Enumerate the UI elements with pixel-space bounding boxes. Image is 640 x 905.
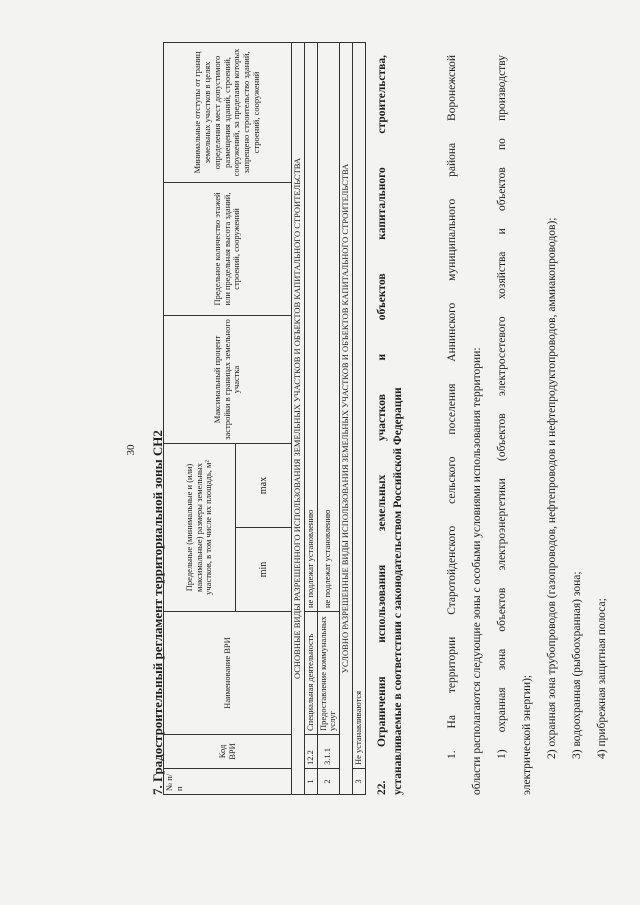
row-num: 3 (352, 769, 365, 795)
col-header-setbacks: Минимальные отступы от границ земельных участков в целях определения мест допустимого размещения зданий, строений, сооружений, за пределами которых запрещено строительство зданий, строений, сооружений (164, 42, 292, 182)
table-row (317, 42, 340, 794)
row-code: 3.1.1 (317, 735, 340, 769)
table-row (352, 42, 365, 794)
col-header-max: max (236, 443, 292, 527)
list-item-4: 4) прибрежная защитная полоса; (596, 598, 608, 759)
heading-word: земельных (376, 474, 388, 532)
row-code: 12.2 (304, 735, 317, 769)
heading-word: строительства, (376, 55, 388, 134)
paragraph-1-line-2: области располагаются следующие зоны с особыми условиями использования территории: (471, 347, 483, 795)
list-item-3: 3) водоохранная (рыбоохранная) зона; (571, 571, 583, 759)
paragraph-1-line-1: 1. На территории Старотойденского сельского поселения Аннинского муниципального района Воронежской (446, 55, 458, 759)
row-num: 1 (304, 769, 317, 795)
heading-word: использования (376, 564, 388, 643)
col-header-name: Наименование ВРИ (164, 612, 292, 735)
table-row (304, 42, 317, 794)
col-header-percent: Максимальный процент застройки в границах земельного участка (164, 315, 292, 443)
row-value: не подлежат установлению (317, 42, 340, 611)
row-text: Не устанавливаются (352, 42, 365, 768)
col-header-min: min (236, 528, 292, 612)
body-text (440, 55, 615, 795)
col-header-num: № п/п (164, 769, 292, 795)
section-22-heading (375, 55, 406, 795)
section-main-header: ОСНОВНЫЕ ВИДЫ РАЗРЕШЕННОГО ИСПОЛЬЗОВАНИЯ ЗЕМЕЛЬНЫХ УЧАСТКОВ И ОБЪЕКТОВ КАПИТАЛЬНОГО СТРОИТЕЛЬСТВА (292, 42, 305, 794)
row-num: 2 (317, 769, 340, 795)
section-22-title-line2: устанавливаемые в соответствии с законодательством Российской Федерации (391, 387, 404, 795)
regulation-table (163, 42, 366, 795)
list-item-2: 2) охранная зона трубопроводов (газопроводов, нефтепроводов и нефтепродуктопроводов, аммиакопроводов); (546, 217, 558, 759)
col-header-code: Код ВРИ (164, 735, 292, 769)
heading-word: объектов (376, 273, 388, 321)
heading-word: капитального (376, 167, 388, 240)
col-header-sizes: Предельные (минимальные и (или) максимальные) размеры земельных участков, в том числе их площадь, м² (164, 443, 236, 611)
section-conditional-header: УСЛОВНО РАЗРЕШЕННЫЕ ВИДЫ ИСПОЛЬЗОВАНИЯ ЗЕМЕЛЬНЫХ УЧАСТКОВ И ОБЪЕКТОВ КАПИТАЛЬНОГО СТРОИТЕЛЬСТВА (340, 42, 353, 794)
heading-word: и (376, 353, 388, 361)
list-item-1-line-1: 1) охранная зона объектов электроэнергетики (объектов электросетевого хозяйства и объектов по производству (496, 55, 508, 759)
list-item-1-line-2: электрической энергии); (521, 674, 533, 795)
row-name: Предоставление коммунальных услуг (317, 612, 340, 735)
heading-word: Ограничения (376, 676, 388, 747)
col-header-floors: Предельное количество этажей или предельная высота зданий, строений, сооружений (164, 182, 292, 315)
section-7-title: 7. Градостроительный регламент территориальной зоны СН2 (150, 430, 165, 795)
section-22-number: 22. (376, 780, 388, 795)
row-value: не подлежат установлению (304, 42, 317, 611)
page-number: 30 (125, 444, 137, 456)
row-name: Специальная деятельность (304, 612, 317, 735)
heading-word: участков (376, 394, 388, 441)
